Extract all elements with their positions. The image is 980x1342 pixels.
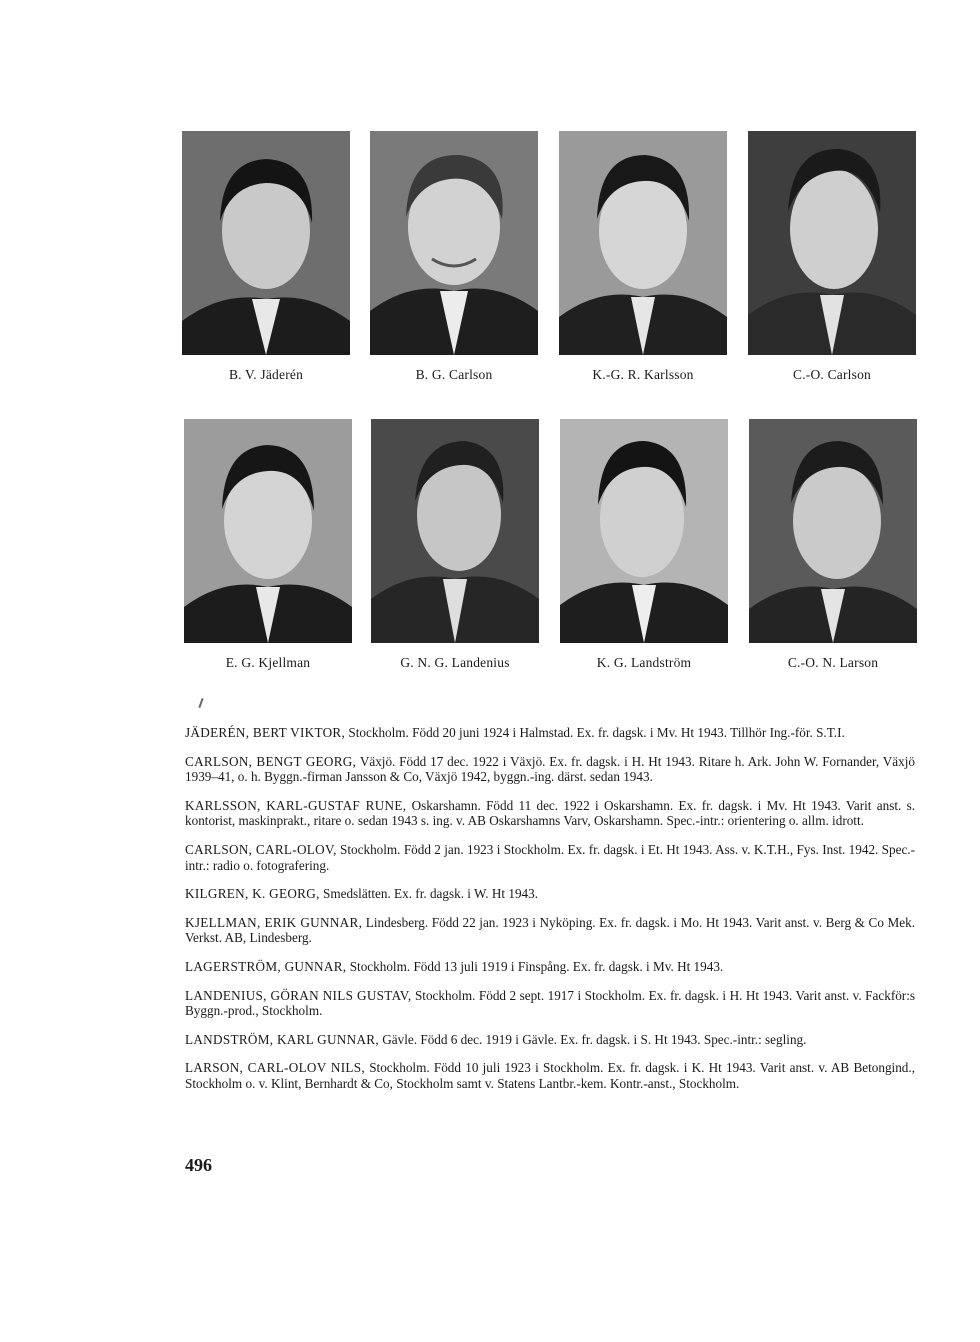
biography-text: Smedslätten. Ex. fr. dagsk. i W. Ht 1943. — [319, 886, 539, 902]
portrait-caption: B. V. Jäderén — [228, 367, 304, 382]
biography-name: LAGERSTRÖM, GUNNAR, — [185, 958, 347, 974]
biography-text: Växjö. Född 17 dec. 1922 i Växjö. Ex. fr. dagsk. i H. Ht 1943. Ritare h. Ark. John W. Fornander, Växjö 1939–41, o. h. Byggn.-firman Jansson & Co, Växjö 1942, byggn.-ing. därst. sedan 1943. — [185, 753, 915, 785]
portrait-card — [182, 131, 350, 383]
biography-name: LANDSTRÖM, KARL GUNNAR, — [185, 1031, 379, 1047]
biography-name: JÄDERÉN, BERT VIKTOR, — [185, 725, 346, 740]
biography-entry — [185, 915, 915, 946]
portrait-photo — [182, 131, 350, 355]
biography-name: KARLSSON, KARL-GUSTAF RUNE, — [185, 797, 407, 813]
biography-entry — [185, 725, 915, 741]
portrait-card — [749, 419, 917, 671]
biography-name: KILGREN, K. GEORG, — [185, 886, 320, 902]
biography-name: CARLSON, BENGT GEORG, — [185, 753, 357, 769]
portrait-card — [371, 419, 539, 671]
biography-entry — [185, 1032, 915, 1048]
portrait-photo — [559, 131, 727, 355]
biography-name: LANDENIUS, GÖRAN NILS GUSTAV, — [185, 987, 412, 1003]
portrait-card — [560, 419, 728, 671]
stray-mark — [198, 698, 203, 708]
biography-entry — [185, 754, 915, 785]
biography-list — [185, 725, 915, 1105]
biography-entry — [185, 988, 915, 1019]
portrait-card — [184, 419, 352, 671]
portrait-caption: E. G. Kjellman — [225, 655, 311, 670]
biography-text: Gävle. Född 6 dec. 1919 i Gävle. Ex. fr. dagsk. i S. Ht 1943. Spec.-intr.: segling. — [378, 1031, 807, 1047]
portrait-caption: G. N. G. Landenius — [400, 655, 510, 670]
biography-entry — [185, 886, 915, 902]
portrait-caption: K. G. Landström — [596, 655, 692, 670]
portrait-caption: K.-G. R. Karlsson — [592, 367, 694, 382]
biography-entry — [185, 1060, 915, 1091]
portrait-photo — [560, 419, 728, 643]
biography-name: LARSON, CARL-OLOV NILS, — [185, 1060, 365, 1076]
biography-entry — [185, 959, 915, 975]
biography-entry — [185, 798, 915, 829]
portrait-photo — [749, 419, 917, 643]
biography-text: Stockholm. Född 20 juni 1924 i Halmstad. Ex. fr. dagsk. i Mv. Ht 1943. Tillhör Ing.-för. S.T.I. — [345, 725, 845, 740]
biography-entry — [185, 842, 915, 873]
page-number: 496 — [185, 1155, 212, 1175]
portrait-card — [748, 131, 916, 383]
portrait-photo — [370, 131, 538, 355]
portrait-row-1 — [0, 131, 980, 391]
portrait-photo — [184, 419, 352, 643]
portrait-caption: C.-O. N. Larson — [787, 655, 879, 670]
portrait-photo — [371, 419, 539, 643]
biography-text: Stockholm. Född 2 jan. 1923 i Stockholm. Ex. fr. dagsk. i Et. Ht 1943. Ass. v. K.T.H., Fys. Inst. 1942. Spec.-intr.: radio o. fotografering. — [185, 841, 915, 873]
portrait-photo — [748, 131, 916, 355]
biography-name: CARLSON, CARL-OLOV, — [185, 841, 337, 857]
biography-text: Lindesberg. Född 22 jan. 1923 i Nyköping. Ex. fr. dagsk. i Mo. Ht 1943. Varit anst. v. Berg & Co Mek. Verkst. AB, Lindesberg. — [185, 914, 915, 946]
portrait-caption: B. G. Carlson — [415, 367, 493, 382]
biography-name: KJELLMAN, ERIK GUNNAR, — [185, 914, 363, 930]
biography-text: Stockholm. Född 10 juli 1923 i Stockholm. Ex. fr. dagsk. i K. Ht 1943. Varit anst. v. AB Betongind., Stockholm o. v. Klint, Bernhardt & Co, Stockholm samt v. Statens Lantbr.-kem. Kontr.-anst., Stockholm. — [185, 1060, 915, 1091]
biography-text: Stockholm. Född 13 juli 1919 i Finspång. Ex. fr. dagsk. i Mv. Ht 1943. — [346, 958, 724, 974]
portrait-row-2 — [0, 419, 980, 679]
portrait-caption: C.-O. Carlson — [793, 367, 871, 382]
portrait-card — [370, 131, 538, 383]
biography-text: Oskarshamn. Född 11 dec. 1922 i Oskarshamn. Ex. fr. dagsk. i Mv. Ht 1943. Varit anst. s. kontorist, maskinprakt., ritare o. sedan 1943 s. ing. v. AB Oskarshamns Varv, Oskarshamn. Spec.-intr.: orientering o. allm. idrott. — [185, 797, 916, 829]
biography-text: Stockholm. Född 2 sept. 1917 i Stockholm. Ex. fr. dagsk. i H. Ht 1943. Varit anst. v. Fackför:s Byggn.-prod., Stockholm. — [185, 987, 915, 1019]
portrait-card — [559, 131, 727, 383]
